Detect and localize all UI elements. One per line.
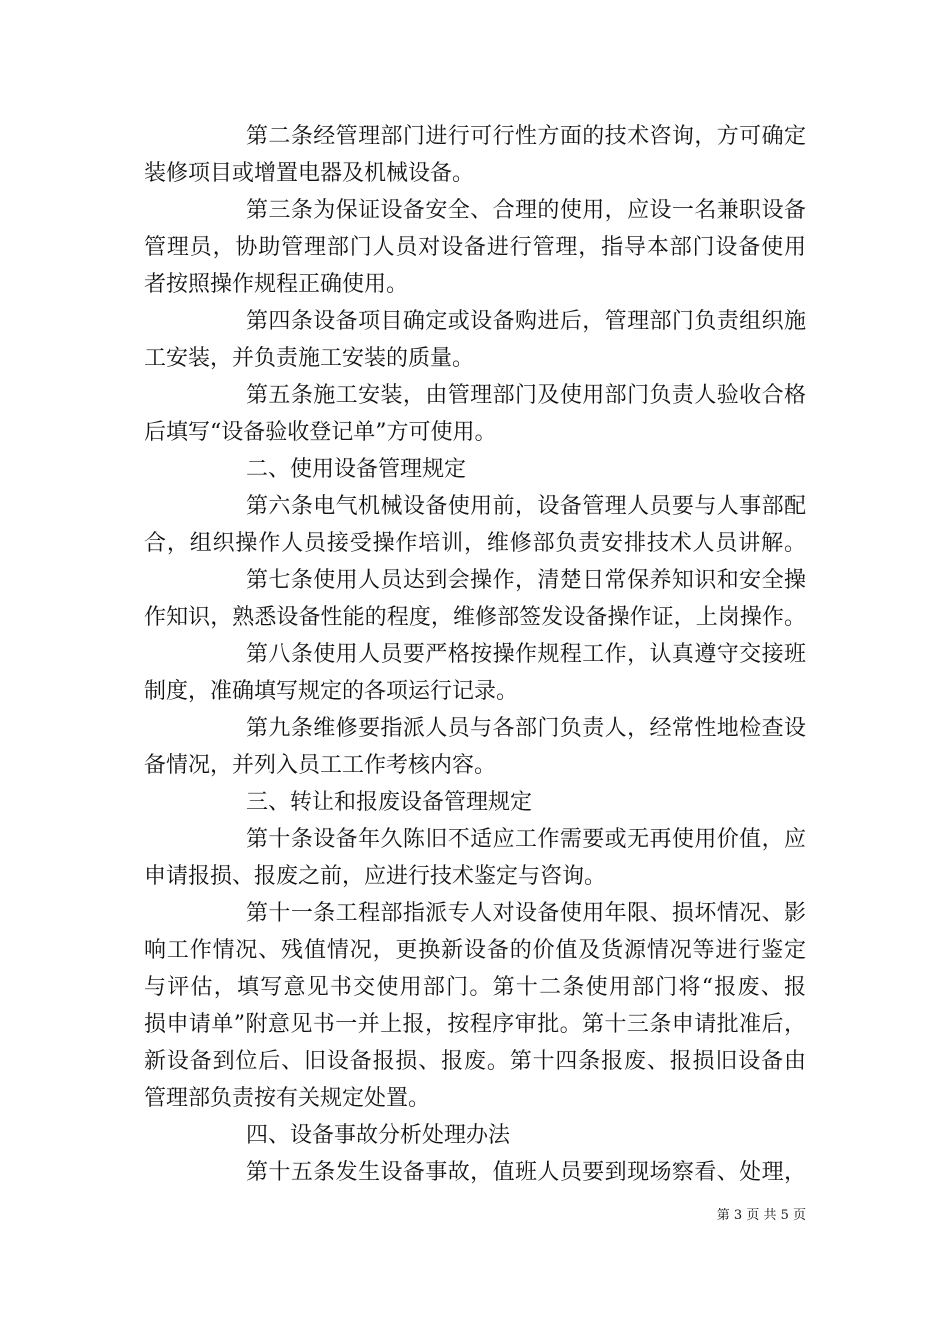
text-line: 第十一条工程部指派专人对设备使用年限、损坏情况、影 <box>246 901 806 926</box>
text-line: 第八条使用人员要严格按操作规程工作，认真遵守交接班 <box>246 642 806 667</box>
text-line: 工安装，并负责施工安装的质量。 <box>144 346 475 371</box>
text-line: 制度，准确填写规定的各项运行记录。 <box>144 679 519 704</box>
document-body <box>144 118 806 1191</box>
text-line: 后填写“设备验收登记单”方可使用。 <box>144 420 497 445</box>
text-line: 损申请单”附意见书一并上报，按程序审批。第十三条申请批准后， <box>144 1012 806 1037</box>
text-line: 者按照操作规程正确使用。 <box>144 272 409 297</box>
text-line: 第四条设备项目确定或设备购进后，管理部门负责组织施 <box>246 309 806 334</box>
text-line: 申请报损、报废之前，应进行技术鉴定与咨询。 <box>144 864 607 889</box>
text-line: 作知识，熟悉设备性能的程度，维修部签发设备操作证，上岗操作。 <box>144 605 806 630</box>
text-line: 第十条设备年久陈旧不适应工作需要或无再使用价值，应 <box>246 827 806 852</box>
text-line: 第十五条发生设备事故，值班人员要到现场察看、处理， <box>246 1160 806 1185</box>
text-line: 第二条经管理部门进行可行性方面的技术咨询，方可确定 <box>246 124 806 149</box>
text-line: 装修项目或增置电器及机械设备。 <box>144 161 475 186</box>
text-line: 管理部负责按有关规定处置。 <box>144 1086 431 1111</box>
section-heading: 三、转让和报废设备管理规定 <box>246 790 533 815</box>
section-heading: 二、使用设备管理规定 <box>246 457 467 482</box>
text-line: 响工作情况、残值情况，更换新设备的价值及货源情况等进行鉴定 <box>144 938 806 963</box>
text-line: 备情况，并列入员工工作考核内容。 <box>144 753 497 778</box>
text-line: 第九条维修要指派人员与各部门负责人，经常性地检查设 <box>246 716 806 741</box>
text-line: 管理员，协助管理部门人员对设备进行管理，指导本部门设备使用 <box>144 235 806 260</box>
text-line: 与评估，填写意见书交使用部门。第十二条使用部门将“报废、报 <box>144 975 806 1000</box>
text-line: 第五条施工安装，由管理部门及使用部门负责人验收合格 <box>246 383 806 408</box>
text-line: 第七条使用人员达到会操作，清楚日常保养知识和安全操 <box>246 568 806 593</box>
text-line: 第六条电气机械设备使用前，设备管理人员要与人事部配 <box>246 494 806 519</box>
text-line: 第三条为保证设备安全、合理的使用，应设一名兼职设备 <box>246 198 806 223</box>
text-line: 新设备到位后、旧设备报损、报废。第十四条报废、报损旧设备由 <box>144 1049 806 1074</box>
page-number: 第 3 页 共 5 页 <box>716 1208 806 1223</box>
text-line: 合，组织操作人员接受操作培训，维修部负责安排技术人员讲解。 <box>144 531 806 556</box>
section-heading: 四、设备事故分析处理办法 <box>246 1123 511 1148</box>
